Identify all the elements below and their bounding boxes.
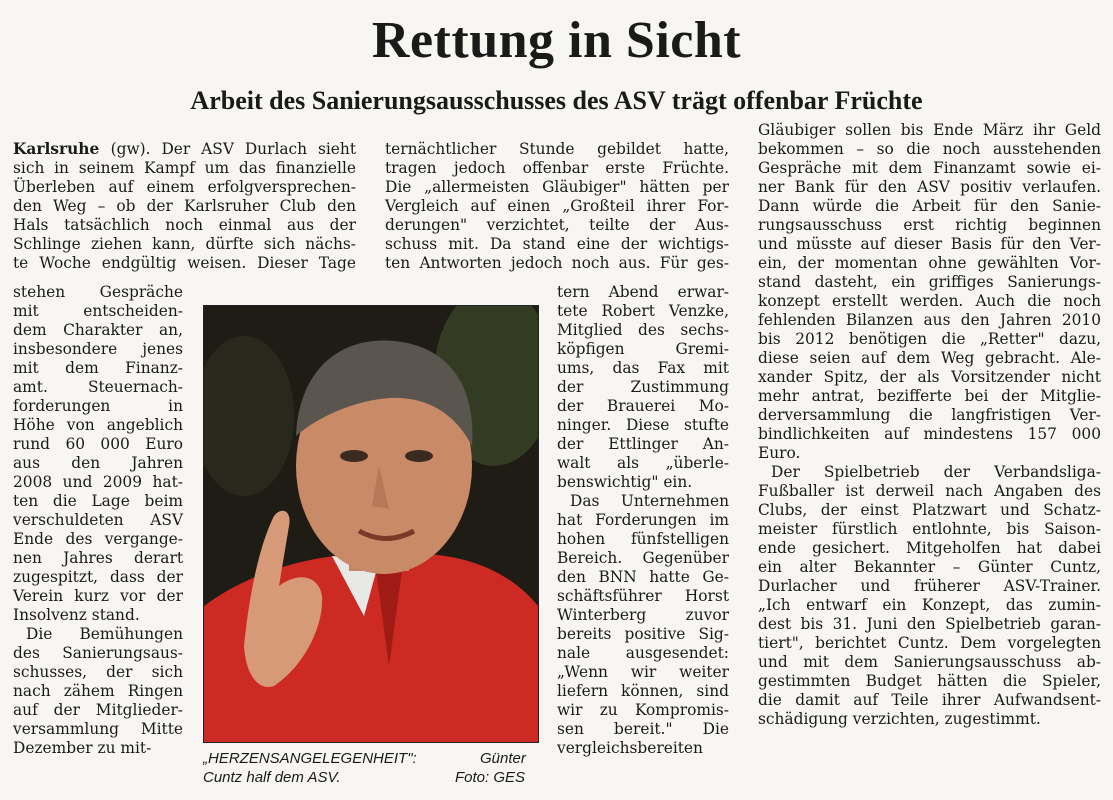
text-line: aus den Jahren: [13, 454, 183, 472]
headline: Rettung in Sicht: [371, 12, 742, 69]
text-line: xander Spitz, der als Vorsitzender nicht: [758, 368, 1101, 386]
text-line: stand dasteht, ein griffiges Sanierungs-: [758, 273, 1101, 291]
text-line: den Weg – ob der Karlsruher Club den: [13, 197, 356, 215]
text-line: Durlacher und früherer ASV-Trainer.: [758, 577, 1101, 595]
text-line: und mit dem Sanierungsausschuss ab-: [758, 653, 1101, 671]
text-line: derversammlung die langfristigen Ver-: [758, 406, 1101, 424]
text-line: vergleichsbereiten: [557, 739, 703, 757]
text-line: schusses, der sich: [13, 663, 183, 681]
text-line: schäftsführer Horst: [557, 587, 729, 605]
text-line: Insolvenz stand.: [13, 606, 140, 624]
text-line: hat Forderungen im: [557, 511, 729, 529]
text-line: versammlung Mitte: [13, 720, 183, 738]
text-line: Verein kurz vor der: [13, 587, 183, 605]
text-line: der Zustimmung: [557, 378, 729, 396]
text-line: diese seien auf dem Weg gebracht. Ale-: [758, 349, 1101, 367]
text-line: ninger. Diese stufte: [557, 416, 729, 434]
text-line: Die „allermeisten Gläubiger" hätten per: [385, 178, 729, 196]
text-line: ternächtlicher Stunde gebildet hatte,: [385, 140, 729, 158]
text-line: rund 60 000 Euro: [13, 435, 183, 453]
text-line: tragen jedoch offenbar erste Früchte.: [385, 159, 729, 177]
text-line: Vergleich auf einen „Großteil ihrer For-: [385, 197, 729, 215]
text-line: Der Spielbetrieb der Verbandsliga-: [771, 463, 1101, 481]
text-line: dem Charakter an,: [13, 321, 183, 339]
text-line: bindlichkeiten auf mindestens 157 000: [758, 425, 1101, 443]
text-line: Fußballer ist derweil nach Angaben des: [758, 482, 1101, 500]
text-line: ten Antworten jedoch noch aus. Für ges-: [385, 254, 729, 272]
text-line: bis 2012 benötigen die „Retter" dazu,: [758, 330, 1101, 348]
text-line: fehlenden Bilanzen aus den Jahren 2010: [758, 311, 1101, 329]
text-line: Höhe von angeblich: [13, 416, 183, 434]
text-line: verschuldeten ASV: [13, 511, 183, 529]
text-line: mit dem Finanz-: [13, 359, 183, 377]
text-line: forderungen in: [13, 397, 183, 415]
text-line: Clubs, der einst Platzwart und Schatz-: [758, 501, 1101, 519]
text-line: ner Bank für den ASV positiv verlaufen.: [758, 178, 1101, 196]
text-line: bekommen – so die noch ausstehenden: [758, 140, 1101, 158]
text-line: ums, das Fax mit: [557, 359, 729, 377]
text-line: amt. Steuernach-: [13, 378, 183, 396]
text-line: nale ausgesendet:: [557, 644, 729, 662]
text-line: der Brauerei Mo-: [557, 397, 729, 415]
text-line: 2008 und 2009 hat-: [13, 473, 183, 491]
text-line: rungsausschuss erst richtig beginnen: [758, 216, 1101, 234]
dateline-rest: (gw). Der ASV Durlach sieht: [110, 140, 357, 158]
subheadline: Arbeit des Sanierungsausschusses des ASV trägt offenbar Früchte: [190, 86, 923, 115]
caption-line-1-right: Günter: [480, 750, 526, 767]
text-line: tern Abend erwar-: [557, 283, 729, 301]
text-line: Hals tatsächlich noch einmal aus der: [13, 216, 356, 234]
text-line: derungen" verzichtet, teilte der Aus-: [385, 216, 729, 234]
text-line: Schlinge ziehen kann, dürfte sich nächs-: [13, 235, 356, 253]
text-line: walt als „überle-: [557, 454, 729, 472]
text-line: Gläubiger sollen bis Ende März ihr Geld: [758, 121, 1101, 139]
text-line: tete Robert Venzke,: [557, 302, 729, 320]
text-line: te Woche endgültig weisen. Dieser Tage: [13, 254, 356, 272]
text-line: nen Jahres derart: [13, 549, 183, 567]
text-line: Bereich. Gegenüber: [557, 549, 729, 567]
text-line: schädigung verzichten, zugestimmt.: [758, 710, 1041, 728]
text-line: wir zu Kompromis-: [557, 701, 729, 719]
text-line: Dezember zu mit-: [13, 739, 152, 757]
text-line: schuss mit. Da stand eine der wichtigs-: [385, 235, 729, 253]
text-line: Euro.: [758, 444, 801, 462]
text-line: den BNN hatte Ge-: [557, 568, 729, 586]
text-line: meister fürstlich entlohnte, bis Saison-: [758, 520, 1101, 538]
text-line: des Sanierungsaus-: [13, 644, 183, 662]
text-line: ende gesichert. Mitgeholfen hat dabei: [758, 539, 1101, 557]
text-line: Gespräche mit dem Finanzamt sowie ei-: [758, 159, 1101, 177]
text-line: „Wenn wir weiter: [557, 663, 729, 681]
text-line: „Ich entwarf ein Konzept, das zumin-: [758, 596, 1101, 614]
text-line: tiert", berichtet Cuntz. Dem vorgelegten: [758, 634, 1101, 652]
text-line: ein alter Bekannter – Günter Cuntz,: [758, 558, 1101, 576]
caption-line-2-right: Foto: GES: [455, 769, 526, 786]
text-line: Dann würde die Arbeit für den Sanie-: [758, 197, 1101, 215]
text-line: Das Unternehmen: [570, 492, 729, 510]
text-line: Überleben auf einem erfolgversprechen-: [13, 178, 356, 196]
text-line: auf der Mitglieder-: [13, 701, 183, 719]
text-line: nach zähem Ringen: [13, 682, 183, 700]
text-line: benswichtig" ein.: [557, 473, 693, 491]
text-line: Die Bemühungen: [26, 625, 183, 643]
text-line: liefern können, sind: [557, 682, 729, 700]
text-line: und müsste auf dieser Basis für den Ver-: [758, 235, 1101, 253]
caption-line-2-left: Cuntz half dem ASV.: [203, 769, 341, 786]
text-line: konzept erstellt werden. Auch die noch: [758, 292, 1101, 310]
text-line: Ende des vergange-: [13, 530, 183, 548]
text-line: insbesondere jenes: [13, 340, 183, 358]
portrait-photo: [203, 305, 539, 743]
text-line: hohen fünfstelligen: [557, 530, 729, 548]
dateline: Karlsruhe: [13, 140, 111, 158]
text-line: ten die Lage beim: [13, 492, 183, 510]
portrait-illustration: [204, 306, 538, 742]
text-line: zugespitzt, dass der: [13, 568, 183, 586]
text-line: [13, 140, 356, 159]
text-line: dest bis 31. Juni den Spielbetrieb garan-: [758, 615, 1101, 633]
caption-line-1-left: „HERZENSANGELEGENHEIT":: [203, 750, 417, 767]
text-line: bereits positive Sig-: [557, 625, 729, 643]
text-line: mit entscheiden-: [13, 302, 183, 320]
text-line: der Ettlinger An-: [557, 435, 729, 453]
text-line: Mitglied des sechs-: [557, 321, 729, 339]
text-line: Winterberg zuvor: [557, 606, 729, 624]
text-line: die damit auf Teile ihrer Aufwandsent-: [758, 691, 1101, 709]
text-line: köpfigen Gremi-: [557, 340, 729, 358]
text-line: mehr antrat, bezifferte bei der Mitglie-: [758, 387, 1101, 405]
text-line: sich in seinem Kampf um das finanzielle: [13, 159, 356, 177]
text-line: gestimmten Budget hätten die Spieler,: [758, 672, 1101, 690]
text-line: ein, der momentan ohne gewählten Vor-: [758, 254, 1101, 272]
text-line: sen bereit." Die: [557, 720, 729, 738]
text-line: stehen Gespräche: [13, 283, 183, 301]
